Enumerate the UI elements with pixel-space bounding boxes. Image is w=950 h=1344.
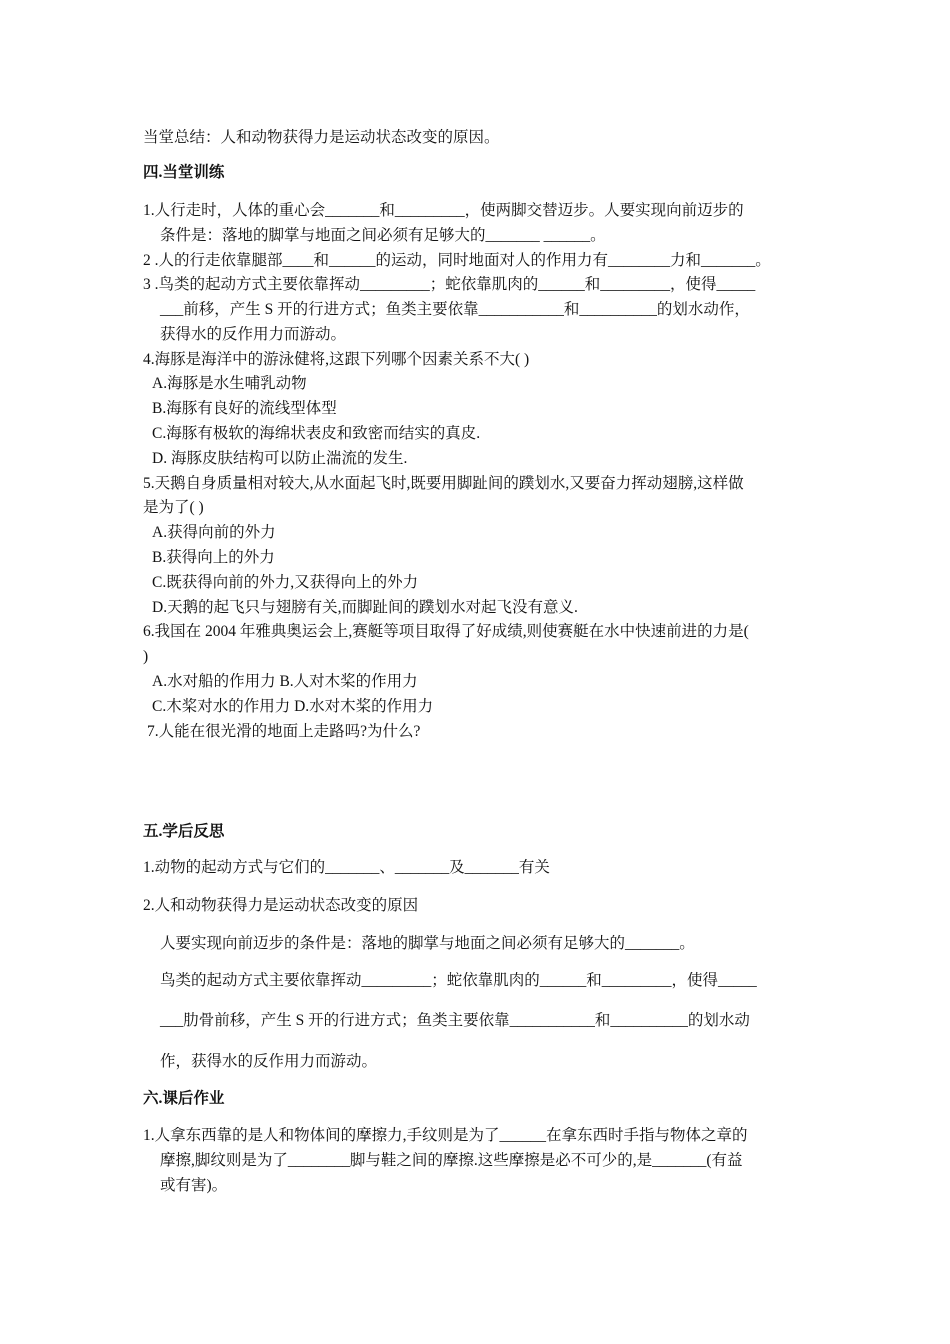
question-4-option-d: D. 海豚皮肤结构可以防止湍流的发生.	[152, 450, 408, 467]
question-5-option-d: D.天鹅的起飞只与翅膀有关,而脚趾间的蹼划水对起飞没有意义.	[152, 599, 578, 616]
question-4: 4.海豚是海洋中的游泳健将,这跟下列哪个因素关系不大( )	[143, 351, 530, 368]
homework-1-line-3: 或有害)。	[160, 1177, 228, 1194]
question-6-line-1: 6.我国在 2004 年雅典奥运会上,赛艇等项目取得了好成绩,则使赛艇在水中快速前进的力是(	[143, 623, 749, 640]
question-3-line-1: 3 .鸟类的起动方式主要依靠挥动_________；蛇依靠肌肉的______和_________，使得_____	[143, 276, 756, 293]
reflection-2: 2.人和动物获得力是运动状态改变的原因	[143, 897, 419, 914]
lesson-summary: 当堂总结：人和动物获得力是运动状态改变的原因。	[143, 129, 500, 146]
question-5-line-1: 5.天鹅自身质量相对较大,从水面起飞时,既要用脚趾间的蹼划水,又要奋力挥动翅膀,这样做	[143, 475, 744, 492]
question-2: 2 .人的行走依靠腿部____和______的运动，同时地面对人的作用力有________力和_______。	[143, 252, 771, 269]
question-5-option-b: B.获得向上的外力	[152, 549, 275, 566]
homework-1-line-2: 摩擦,脚纹则是为了________脚与鞋之间的摩擦.这些摩擦是必不可少的,是_______(有益	[160, 1152, 743, 1169]
question-6-options-ab: A.水对船的作用力 B.人对木桨的作用力	[152, 673, 418, 690]
question-3-line-2: ___前移，产生 S 开的行进方式；鱼类主要依靠___________和__________的划水动作，	[160, 301, 750, 318]
section-heading-homework: 六.课后作业	[143, 1090, 225, 1107]
homework-1-line-1: 1.人拿东西靠的是人和物体间的摩擦力,手纹则是为了______在拿东西时手指与物体之章的	[143, 1127, 748, 1144]
reflection-2-detail-4: 作，获得水的反作用力而游动。	[160, 1053, 378, 1070]
question-4-option-b: B.海豚有良好的流线型体型	[152, 400, 337, 417]
question-6-options-cd: C.木桨对水的作用力 D.水对木桨的作用力	[152, 698, 434, 715]
question-5-option-a: A.获得向前的外力	[152, 524, 276, 541]
reflection-2-detail-1: 人要实现向前迈步的条件是：落地的脚掌与地面之间必须有足够大的_______。	[160, 935, 695, 952]
question-4-option-a: A.海豚是水生哺乳动物	[152, 375, 307, 392]
question-6-line-2: )	[143, 648, 149, 665]
reflection-2-detail-3: ___肋骨前移，产生 S 开的行进方式；鱼类主要依靠___________和__________的划水动	[160, 1012, 750, 1029]
question-4-option-c: C.海豚有极软的海绵状表皮和致密而结实的真皮.	[152, 425, 481, 442]
question-5-option-c: C.既获得向前的外力,又获得向上的外力	[152, 574, 419, 591]
reflection-2-detail-2: 鸟类的起动方式主要依靠挥动_________；蛇依靠肌肉的______和_________，使得_____	[160, 972, 757, 989]
question-1-line-1: 1.人行走时，人体的重心会_______和_________，使两脚交替迈步。人要实现向前迈步的	[143, 202, 744, 219]
reflection-1: 1.动物的起动方式与它们的_______、_______及_______有关	[143, 859, 550, 876]
question-5-line-2: 是为了( )	[143, 499, 204, 516]
question-3-line-3: 获得水的反作用力而游动。	[160, 326, 347, 343]
question-1-line-2: 条件是：落地的脚掌与地面之间必须有足够大的_______ ______。	[160, 227, 606, 244]
section-heading-practice: 四.当堂训练	[143, 164, 225, 181]
question-7: 7.人能在很光滑的地面上走路吗?为什么?	[147, 723, 421, 740]
section-heading-reflection: 五.学后反思	[143, 823, 225, 840]
